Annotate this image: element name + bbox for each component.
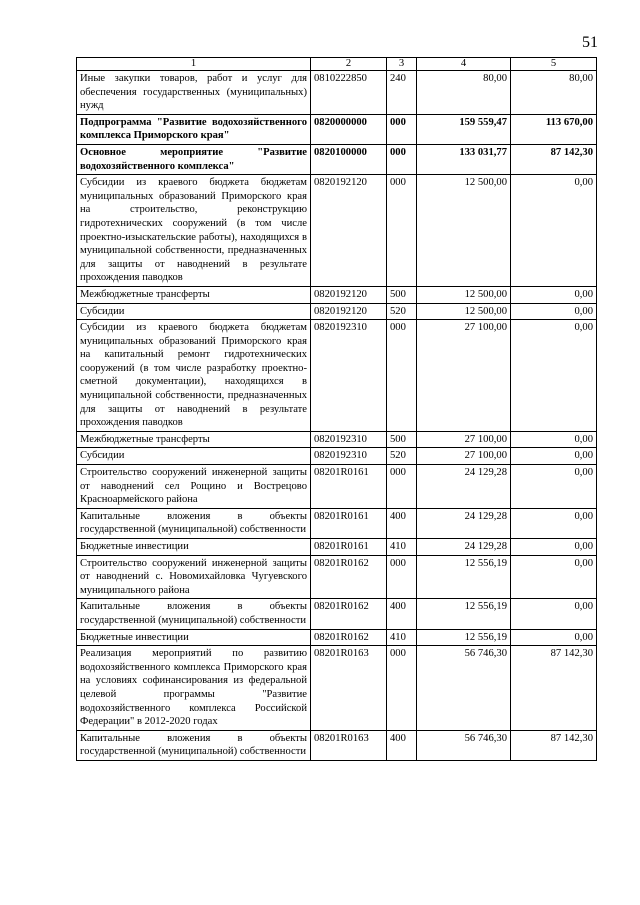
row-name: Бюджетные инвестиции (77, 629, 311, 646)
row-target-code: 0820192310 (311, 448, 387, 465)
row-name: Субсидии (77, 303, 311, 320)
row-name: Капитальные вложения в объекты государственной (муниципальной) собственности (77, 599, 311, 629)
row-amount-2: 0,00 (511, 599, 597, 629)
row-target-code: 0810222850 (311, 71, 387, 115)
row-expense-type: 520 (387, 448, 417, 465)
row-amount-1: 27 100,00 (417, 448, 511, 465)
row-target-code: 0820192120 (311, 286, 387, 303)
row-expense-type: 400 (387, 730, 417, 760)
row-expense-type: 400 (387, 508, 417, 538)
row-name: Межбюджетные трансферты (77, 286, 311, 303)
row-amount-1: 133 031,77 (417, 144, 511, 174)
row-target-code: 0820192310 (311, 320, 387, 432)
table-row (77, 730, 597, 760)
row-amount-2: 0,00 (511, 629, 597, 646)
table-row (77, 465, 597, 509)
row-target-code: 0820192310 (311, 431, 387, 448)
row-name: Строительство сооружений инженерной защиты от наводнений сел Рощино и Вострецово Красноармейского района (77, 465, 311, 509)
table-row (77, 71, 597, 115)
table-row (77, 539, 597, 556)
table-row (77, 303, 597, 320)
row-amount-2: 113 670,00 (511, 114, 597, 144)
row-expense-type: 520 (387, 303, 417, 320)
table-row (77, 599, 597, 629)
row-expense-type: 410 (387, 629, 417, 646)
row-expense-type: 500 (387, 431, 417, 448)
row-name: Субсидии из краевого бюджета бюджетам муниципальных образований Приморского края на строительство, реконструкцию гидротехнических сооружений (в том числе проектно-изыскательские работы), находящихся в муниципальной собственности, предназначенных для защиты от наводнений в результате прохождения паводков (77, 175, 311, 287)
row-amount-2: 0,00 (511, 555, 597, 599)
row-amount-1: 27 100,00 (417, 320, 511, 432)
row-name: Субсидии (77, 448, 311, 465)
row-target-code: 08201R0163 (311, 646, 387, 731)
row-expense-type: 000 (387, 555, 417, 599)
row-expense-type: 000 (387, 465, 417, 509)
row-amount-1: 24 129,28 (417, 465, 511, 509)
header-col-2: 2 (311, 58, 387, 71)
table-header-row (77, 58, 597, 71)
header-col-3: 3 (387, 58, 417, 71)
row-name: Подпрограмма "Развитие водохозяйственного комплекса Приморского края" (77, 114, 311, 144)
row-name: Основное мероприятие "Развитие водохозяйственного комплекса" (77, 144, 311, 174)
row-expense-type: 000 (387, 175, 417, 287)
row-amount-2: 0,00 (511, 448, 597, 465)
table-row (77, 144, 597, 174)
row-amount-2: 0,00 (511, 539, 597, 556)
row-expense-type: 000 (387, 320, 417, 432)
table-row (77, 175, 597, 287)
row-name: Капитальные вложения в объекты государственной (муниципальной) собственности (77, 730, 311, 760)
row-expense-type: 240 (387, 71, 417, 115)
row-amount-2: 0,00 (511, 508, 597, 538)
row-name: Капитальные вложения в объекты государственной (муниципальной) собственности (77, 508, 311, 538)
row-amount-2: 87 142,30 (511, 646, 597, 731)
table-row (77, 508, 597, 538)
row-amount-1: 24 129,28 (417, 539, 511, 556)
table-row (77, 431, 597, 448)
table-row (77, 629, 597, 646)
budget-table (76, 57, 597, 761)
row-amount-2: 87 142,30 (511, 144, 597, 174)
row-amount-1: 80,00 (417, 71, 511, 115)
row-name: Межбюджетные трансферты (77, 431, 311, 448)
row-name: Реализация мероприятий по развитию водохозяйственного комплекса Приморского края на условиях софинансирования из федеральной целевой программы "Развитие водохозяйственного комплекса Российской Федерации" в 2012-2020 годах (77, 646, 311, 731)
row-amount-1: 56 746,30 (417, 646, 511, 731)
row-name: Субсидии из краевого бюджета бюджетам муниципальных образований Приморского края на капитальный ремонт гидротехнических сооружений (в том числе разработку проектно-сметной документации), находящихся в муниципальной собственности, предназначенных для защиты от наводнений в результате прохождения паводков (77, 320, 311, 432)
row-expense-type: 000 (387, 646, 417, 731)
row-amount-1: 12 556,19 (417, 555, 511, 599)
table-row (77, 114, 597, 144)
row-amount-1: 12 556,19 (417, 629, 511, 646)
row-target-code: 08201R0161 (311, 508, 387, 538)
row-amount-1: 12 500,00 (417, 286, 511, 303)
table-row (77, 286, 597, 303)
row-amount-2: 87 142,30 (511, 730, 597, 760)
row-target-code: 08201R0161 (311, 539, 387, 556)
row-target-code: 08201R0162 (311, 599, 387, 629)
row-target-code: 08201R0163 (311, 730, 387, 760)
table-body (77, 58, 597, 761)
row-amount-2: 0,00 (511, 431, 597, 448)
row-amount-1: 27 100,00 (417, 431, 511, 448)
row-amount-1: 159 559,47 (417, 114, 511, 144)
row-amount-2: 0,00 (511, 303, 597, 320)
table-row (77, 448, 597, 465)
row-target-code: 0820192120 (311, 303, 387, 320)
header-col-1: 1 (77, 58, 311, 71)
row-target-code: 08201R0162 (311, 629, 387, 646)
row-expense-type: 410 (387, 539, 417, 556)
row-name: Бюджетные инвестиции (77, 539, 311, 556)
row-expense-type: 000 (387, 114, 417, 144)
row-expense-type: 000 (387, 144, 417, 174)
table-row (77, 555, 597, 599)
row-expense-type: 400 (387, 599, 417, 629)
row-amount-1: 12 500,00 (417, 175, 511, 287)
row-amount-2: 80,00 (511, 71, 597, 115)
row-amount-1: 12 556,19 (417, 599, 511, 629)
row-expense-type: 500 (387, 286, 417, 303)
row-target-code: 0820192120 (311, 175, 387, 287)
header-col-5: 5 (511, 58, 597, 71)
row-amount-2: 0,00 (511, 465, 597, 509)
row-amount-2: 0,00 (511, 175, 597, 287)
row-target-code: 0820100000 (311, 144, 387, 174)
table-row (77, 646, 597, 731)
header-col-4: 4 (417, 58, 511, 71)
row-name: Строительство сооружений инженерной защиты от наводнений с. Новомихайловка Чугуевского муниципального района (77, 555, 311, 599)
row-amount-1: 56 746,30 (417, 730, 511, 760)
row-amount-1: 24 129,28 (417, 508, 511, 538)
row-amount-2: 0,00 (511, 320, 597, 432)
row-amount-1: 12 500,00 (417, 303, 511, 320)
row-target-code: 08201R0161 (311, 465, 387, 509)
row-target-code: 0820000000 (311, 114, 387, 144)
table-row (77, 320, 597, 432)
row-amount-2: 0,00 (511, 286, 597, 303)
row-target-code: 08201R0162 (311, 555, 387, 599)
page-number: 51 (582, 34, 598, 51)
row-name: Иные закупки товаров, работ и услуг для обеспечения государственных (муниципальных) нужд (77, 71, 311, 115)
